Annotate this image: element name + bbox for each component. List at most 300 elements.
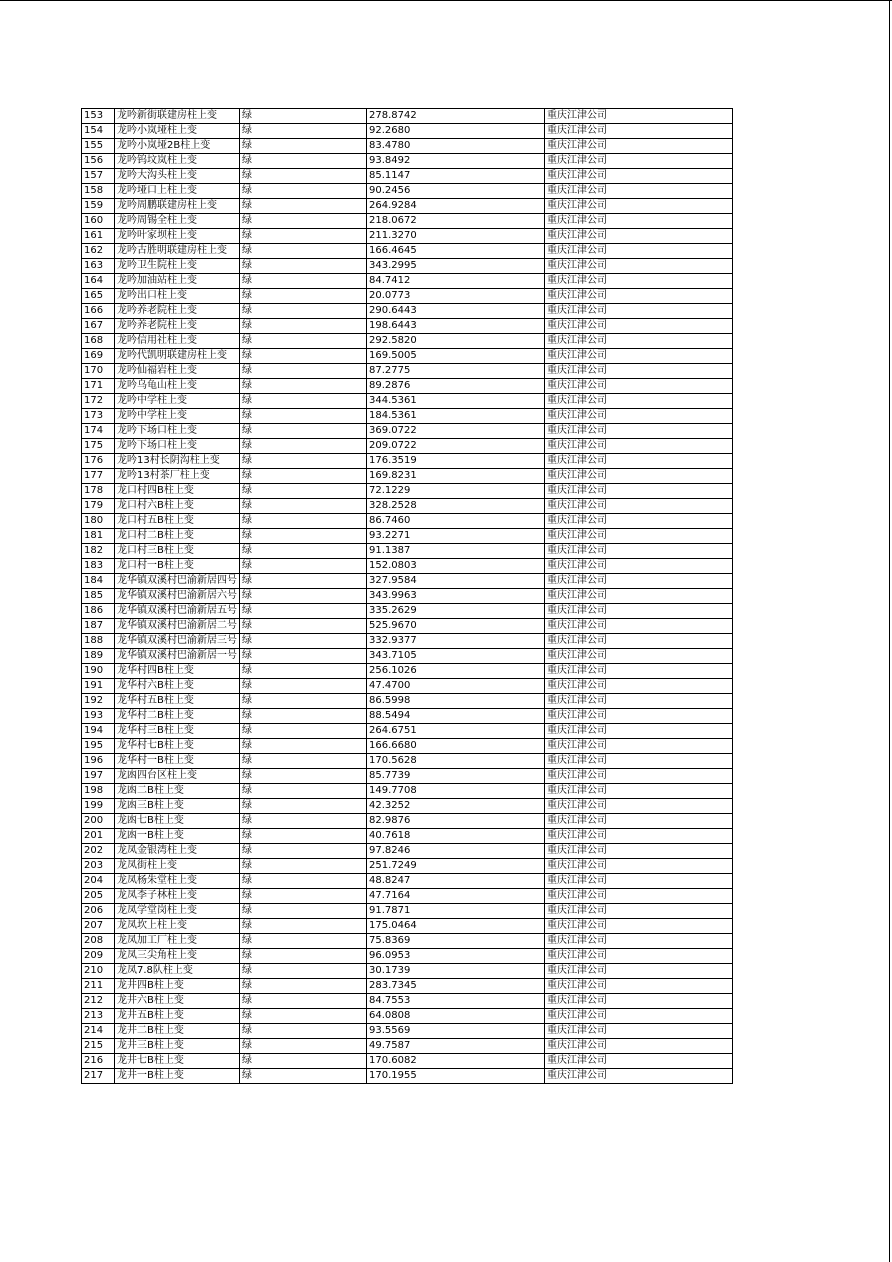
cell-company: 重庆江津公司: [545, 424, 733, 439]
cell-index: 196: [82, 754, 115, 769]
cell-status: 绿: [240, 724, 367, 739]
table-row: [82, 784, 733, 799]
cell-name: 龙吟卫生院柱上变: [115, 259, 240, 274]
cell-company: 重庆江津公司: [545, 184, 733, 199]
cell-value: 152.0803: [367, 559, 545, 574]
cell-index: 165: [82, 289, 115, 304]
cell-status: 绿: [240, 184, 367, 199]
cell-index: 166: [82, 304, 115, 319]
cell-status: 绿: [240, 709, 367, 724]
cell-status: 绿: [240, 1069, 367, 1084]
cell-company: 重庆江津公司: [545, 1009, 733, 1024]
table-row: [82, 229, 733, 244]
cell-value: 90.2456: [367, 184, 545, 199]
cell-value: 30.1739: [367, 964, 545, 979]
cell-value: 85.7739: [367, 769, 545, 784]
cell-index: 182: [82, 544, 115, 559]
cell-status: 绿: [240, 919, 367, 934]
cell-company: 重庆江津公司: [545, 889, 733, 904]
table-row: [82, 1009, 733, 1024]
cell-name: 龙凤学堂岗柱上变: [115, 904, 240, 919]
cell-company: 重庆江津公司: [545, 799, 733, 814]
cell-name: 龙吟下场口柱上变: [115, 424, 240, 439]
table-row: [82, 634, 733, 649]
cell-status: 绿: [240, 334, 367, 349]
cell-status: 绿: [240, 874, 367, 889]
cell-name: 龙口村一B柱上变: [115, 559, 240, 574]
table-row: [82, 544, 733, 559]
table-row: [82, 169, 733, 184]
cell-status: 绿: [240, 379, 367, 394]
cell-value: 20.0773: [367, 289, 545, 304]
cell-value: 47.7164: [367, 889, 545, 904]
cell-name: 龙井五B柱上变: [115, 1009, 240, 1024]
cell-value: 369.0722: [367, 424, 545, 439]
cell-name: 龙吟小岚垭柱上变: [115, 124, 240, 139]
cell-index: 210: [82, 964, 115, 979]
cell-value: 72.1229: [367, 484, 545, 499]
cell-index: 202: [82, 844, 115, 859]
cell-index: 180: [82, 514, 115, 529]
cell-company: 重庆江津公司: [545, 604, 733, 619]
cell-company: 重庆江津公司: [545, 514, 733, 529]
table-row: [82, 829, 733, 844]
cell-company: 重庆江津公司: [545, 844, 733, 859]
cell-status: 绿: [240, 244, 367, 259]
cell-index: 203: [82, 859, 115, 874]
cell-status: 绿: [240, 259, 367, 274]
cell-name: 龙吟出口柱上变: [115, 289, 240, 304]
cell-status: 绿: [240, 679, 367, 694]
cell-company: 重庆江津公司: [545, 934, 733, 949]
cell-status: 绿: [240, 1039, 367, 1054]
page-right-border: [889, 0, 890, 1262]
cell-company: 重庆江津公司: [545, 724, 733, 739]
table-row: [82, 424, 733, 439]
cell-status: 绿: [240, 634, 367, 649]
cell-status: 绿: [240, 304, 367, 319]
cell-status: 绿: [240, 169, 367, 184]
cell-company: 重庆江津公司: [545, 964, 733, 979]
cell-name: 龙口村四B柱上变: [115, 484, 240, 499]
cell-company: 重庆江津公司: [545, 874, 733, 889]
cell-value: 211.3270: [367, 229, 545, 244]
spreadsheet-table: [81, 108, 733, 1084]
cell-name: 龙华镇双溪村巴渝新居二号: [115, 619, 240, 634]
table-row: [82, 1024, 733, 1039]
cell-name: 龙吟中学柱上变: [115, 394, 240, 409]
cell-company: 重庆江津公司: [545, 199, 733, 214]
table-row: [82, 919, 733, 934]
cell-status: 绿: [240, 889, 367, 904]
cell-status: 绿: [240, 394, 367, 409]
cell-status: 绿: [240, 769, 367, 784]
cell-index: 189: [82, 649, 115, 664]
cell-name: 龙凼四台区柱上变: [115, 769, 240, 784]
cell-value: 86.7460: [367, 514, 545, 529]
cell-index: 188: [82, 634, 115, 649]
cell-company: 重庆江津公司: [545, 394, 733, 409]
table-row: [82, 214, 733, 229]
cell-value: 170.5628: [367, 754, 545, 769]
table-row: [82, 1069, 733, 1084]
cell-index: 214: [82, 1024, 115, 1039]
cell-status: 绿: [240, 529, 367, 544]
cell-name: 龙吟古胜明联建房柱上变: [115, 244, 240, 259]
cell-value: 49.7587: [367, 1039, 545, 1054]
cell-value: 86.5998: [367, 694, 545, 709]
table-row: [82, 154, 733, 169]
table-row: [82, 409, 733, 424]
table-row: [82, 529, 733, 544]
cell-status: 绿: [240, 589, 367, 604]
cell-value: 92.2680: [367, 124, 545, 139]
table-row: [82, 1054, 733, 1069]
cell-value: 93.5569: [367, 1024, 545, 1039]
table-row: [82, 364, 733, 379]
table-row: [82, 349, 733, 364]
cell-status: 绿: [240, 979, 367, 994]
table-row: [82, 694, 733, 709]
cell-index: 197: [82, 769, 115, 784]
cell-company: 重庆江津公司: [545, 139, 733, 154]
cell-company: 重庆江津公司: [545, 859, 733, 874]
cell-name: 龙吟小岚垭2B柱上变: [115, 139, 240, 154]
cell-company: 重庆江津公司: [545, 829, 733, 844]
cell-name: 龙吟养老院柱上变: [115, 319, 240, 334]
table-row: [82, 379, 733, 394]
cell-status: 绿: [240, 649, 367, 664]
cell-status: 绿: [240, 1009, 367, 1024]
cell-index: 157: [82, 169, 115, 184]
cell-status: 绿: [240, 799, 367, 814]
cell-status: 绿: [240, 364, 367, 379]
cell-status: 绿: [240, 154, 367, 169]
cell-status: 绿: [240, 454, 367, 469]
cell-company: 重庆江津公司: [545, 559, 733, 574]
cell-company: 重庆江津公司: [545, 619, 733, 634]
cell-name: 龙井七B柱上变: [115, 1054, 240, 1069]
cell-index: 168: [82, 334, 115, 349]
cell-index: 154: [82, 124, 115, 139]
cell-company: 重庆江津公司: [545, 349, 733, 364]
cell-index: 172: [82, 394, 115, 409]
table-row: [82, 319, 733, 334]
cell-company: 重庆江津公司: [545, 244, 733, 259]
table-row: [82, 199, 733, 214]
cell-index: 178: [82, 484, 115, 499]
cell-index: 179: [82, 499, 115, 514]
cell-company: 重庆江津公司: [545, 769, 733, 784]
table-row: [82, 709, 733, 724]
cell-value: 278.8742: [367, 109, 545, 124]
cell-index: 200: [82, 814, 115, 829]
cell-value: 290.6443: [367, 304, 545, 319]
cell-status: 绿: [240, 784, 367, 799]
cell-status: 绿: [240, 574, 367, 589]
cell-index: 158: [82, 184, 115, 199]
cell-company: 重庆江津公司: [545, 454, 733, 469]
cell-index: 198: [82, 784, 115, 799]
cell-name: 龙吟加油站柱上变: [115, 274, 240, 289]
cell-status: 绿: [240, 664, 367, 679]
cell-company: 重庆江津公司: [545, 1039, 733, 1054]
cell-index: 156: [82, 154, 115, 169]
cell-status: 绿: [240, 484, 367, 499]
cell-company: 重庆江津公司: [545, 289, 733, 304]
cell-value: 525.9670: [367, 619, 545, 634]
table-row: [82, 844, 733, 859]
cell-company: 重庆江津公司: [545, 919, 733, 934]
cell-value: 327.9584: [367, 574, 545, 589]
cell-company: 重庆江津公司: [545, 634, 733, 649]
cell-value: 82.9876: [367, 814, 545, 829]
cell-value: 328.2528: [367, 499, 545, 514]
cell-value: 332.9377: [367, 634, 545, 649]
table-row: [82, 439, 733, 454]
cell-status: 绿: [240, 109, 367, 124]
table-row: [82, 739, 733, 754]
cell-value: 84.7412: [367, 274, 545, 289]
cell-name: 龙凤坎上柱上变: [115, 919, 240, 934]
cell-value: 264.6751: [367, 724, 545, 739]
cell-index: 194: [82, 724, 115, 739]
table-row: [82, 289, 733, 304]
cell-value: 209.0722: [367, 439, 545, 454]
cell-value: 343.9963: [367, 589, 545, 604]
cell-company: 重庆江津公司: [545, 1024, 733, 1039]
cell-status: 绿: [240, 739, 367, 754]
table-row: [82, 394, 733, 409]
cell-status: 绿: [240, 229, 367, 244]
cell-index: 167: [82, 319, 115, 334]
cell-value: 343.7105: [367, 649, 545, 664]
cell-name: 龙凼七B柱上变: [115, 814, 240, 829]
table-row: [82, 904, 733, 919]
cell-name: 龙井六B柱上变: [115, 994, 240, 1009]
cell-name: 龙华村一B柱上变: [115, 754, 240, 769]
cell-status: 绿: [240, 544, 367, 559]
cell-company: 重庆江津公司: [545, 574, 733, 589]
cell-value: 85.1147: [367, 169, 545, 184]
cell-company: 重庆江津公司: [545, 589, 733, 604]
cell-value: 169.8231: [367, 469, 545, 484]
cell-company: 重庆江津公司: [545, 679, 733, 694]
table-row: [82, 799, 733, 814]
cell-name: 龙吟叶家坝柱上变: [115, 229, 240, 244]
cell-index: 208: [82, 934, 115, 949]
cell-value: 166.4645: [367, 244, 545, 259]
table-row: [82, 979, 733, 994]
cell-value: 93.8492: [367, 154, 545, 169]
cell-value: 184.5361: [367, 409, 545, 424]
cell-value: 292.5820: [367, 334, 545, 349]
cell-company: 重庆江津公司: [545, 124, 733, 139]
table-row: [82, 559, 733, 574]
cell-status: 绿: [240, 1054, 367, 1069]
cell-status: 绿: [240, 844, 367, 859]
cell-index: 216: [82, 1054, 115, 1069]
cell-index: 153: [82, 109, 115, 124]
cell-index: 207: [82, 919, 115, 934]
cell-name: 龙吟周锡全柱上变: [115, 214, 240, 229]
cell-index: 186: [82, 604, 115, 619]
cell-status: 绿: [240, 424, 367, 439]
cell-value: 343.2995: [367, 259, 545, 274]
table-row: [82, 334, 733, 349]
cell-name: 龙口村五B柱上变: [115, 514, 240, 529]
cell-name: 龙华镇双溪村巴渝新居一号: [115, 649, 240, 664]
cell-status: 绿: [240, 289, 367, 304]
cell-name: 龙华村七B柱上变: [115, 739, 240, 754]
cell-name: 龙华村四B柱上变: [115, 664, 240, 679]
cell-value: 84.7553: [367, 994, 545, 1009]
cell-name: 龙凼三B柱上变: [115, 799, 240, 814]
cell-name: 龙吟钨坟岚柱上变: [115, 154, 240, 169]
cell-index: 204: [82, 874, 115, 889]
table-row: [82, 679, 733, 694]
cell-name: 龙凼二B柱上变: [115, 784, 240, 799]
cell-index: 161: [82, 229, 115, 244]
cell-value: 75.8369: [367, 934, 545, 949]
cell-name: 龙吟新街联建房柱上变: [115, 109, 240, 124]
cell-status: 绿: [240, 694, 367, 709]
cell-name: 龙凤金银湾柱上变: [115, 844, 240, 859]
cell-name: 龙华村五B柱上变: [115, 694, 240, 709]
cell-value: 91.7871: [367, 904, 545, 919]
table-row: [82, 469, 733, 484]
table-row: [82, 964, 733, 979]
cell-status: 绿: [240, 859, 367, 874]
cell-company: 重庆江津公司: [545, 439, 733, 454]
cell-company: 重庆江津公司: [545, 649, 733, 664]
cell-index: 206: [82, 904, 115, 919]
table-row: [82, 589, 733, 604]
cell-name: 龙凤加工厂柱上变: [115, 934, 240, 949]
cell-status: 绿: [240, 964, 367, 979]
table-row: [82, 994, 733, 1009]
table-row: [82, 754, 733, 769]
table-row: [82, 109, 733, 124]
cell-status: 绿: [240, 619, 367, 634]
cell-company: 重庆江津公司: [545, 529, 733, 544]
cell-status: 绿: [240, 814, 367, 829]
cell-status: 绿: [240, 469, 367, 484]
cell-name: 龙井三B柱上变: [115, 1039, 240, 1054]
table-row: [82, 859, 733, 874]
cell-company: 重庆江津公司: [545, 154, 733, 169]
table-row: [82, 139, 733, 154]
cell-index: 211: [82, 979, 115, 994]
cell-name: 龙华村二B柱上变: [115, 709, 240, 724]
cell-status: 绿: [240, 139, 367, 154]
cell-value: 42.3252: [367, 799, 545, 814]
table-row: [82, 949, 733, 964]
cell-name: 龙吟养老院柱上变: [115, 304, 240, 319]
table-body: [82, 109, 733, 1084]
cell-value: 218.0672: [367, 214, 545, 229]
cell-name: 龙凤7.8队柱上变: [115, 964, 240, 979]
cell-index: 175: [82, 439, 115, 454]
page-top-border: [0, 0, 892, 1]
cell-company: 重庆江津公司: [545, 709, 733, 724]
cell-status: 绿: [240, 274, 367, 289]
cell-value: 344.5361: [367, 394, 545, 409]
cell-name: 龙凤李子林柱上变: [115, 889, 240, 904]
cell-status: 绿: [240, 1024, 367, 1039]
cell-name: 龙吟中学柱上变: [115, 409, 240, 424]
cell-value: 264.9284: [367, 199, 545, 214]
cell-index: 163: [82, 259, 115, 274]
cell-index: 205: [82, 889, 115, 904]
cell-company: 重庆江津公司: [545, 994, 733, 1009]
cell-value: 93.2271: [367, 529, 545, 544]
cell-value: 256.1026: [367, 664, 545, 679]
cell-value: 335.2629: [367, 604, 545, 619]
cell-status: 绿: [240, 409, 367, 424]
cell-index: 169: [82, 349, 115, 364]
cell-name: 龙口村二B柱上变: [115, 529, 240, 544]
cell-value: 175.0464: [367, 919, 545, 934]
cell-company: 重庆江津公司: [545, 469, 733, 484]
table-row: [82, 1039, 733, 1054]
cell-company: 重庆江津公司: [545, 304, 733, 319]
cell-value: 48.8247: [367, 874, 545, 889]
cell-status: 绿: [240, 604, 367, 619]
cell-name: 龙井二B柱上变: [115, 1024, 240, 1039]
table-row: [82, 889, 733, 904]
table-row: [82, 769, 733, 784]
cell-index: 164: [82, 274, 115, 289]
cell-value: 64.0808: [367, 1009, 545, 1024]
cell-value: 89.2876: [367, 379, 545, 394]
cell-index: 193: [82, 709, 115, 724]
cell-index: 199: [82, 799, 115, 814]
cell-index: 174: [82, 424, 115, 439]
cell-company: 重庆江津公司: [545, 754, 733, 769]
cell-name: 龙吟13村长阴沟柱上变: [115, 454, 240, 469]
cell-status: 绿: [240, 514, 367, 529]
cell-company: 重庆江津公司: [545, 274, 733, 289]
cell-status: 绿: [240, 754, 367, 769]
cell-company: 重庆江津公司: [545, 1054, 733, 1069]
cell-status: 绿: [240, 214, 367, 229]
table-row: [82, 244, 733, 259]
cell-company: 重庆江津公司: [545, 499, 733, 514]
cell-value: 170.1955: [367, 1069, 545, 1084]
cell-index: 190: [82, 664, 115, 679]
cell-name: 龙华村六B柱上变: [115, 679, 240, 694]
cell-index: 213: [82, 1009, 115, 1024]
cell-company: 重庆江津公司: [545, 694, 733, 709]
cell-company: 重庆江津公司: [545, 379, 733, 394]
table-row: [82, 619, 733, 634]
cell-status: 绿: [240, 829, 367, 844]
cell-company: 重庆江津公司: [545, 814, 733, 829]
cell-company: 重庆江津公司: [545, 229, 733, 244]
cell-status: 绿: [240, 904, 367, 919]
cell-name: 龙吟13村茶厂柱上变: [115, 469, 240, 484]
cell-status: 绿: [240, 994, 367, 1009]
cell-index: 187: [82, 619, 115, 634]
cell-status: 绿: [240, 499, 367, 514]
cell-index: 209: [82, 949, 115, 964]
cell-value: 251.7249: [367, 859, 545, 874]
cell-index: 201: [82, 829, 115, 844]
cell-company: 重庆江津公司: [545, 484, 733, 499]
cell-name: 龙井四B柱上变: [115, 979, 240, 994]
cell-name: 龙吟信用社柱上变: [115, 334, 240, 349]
